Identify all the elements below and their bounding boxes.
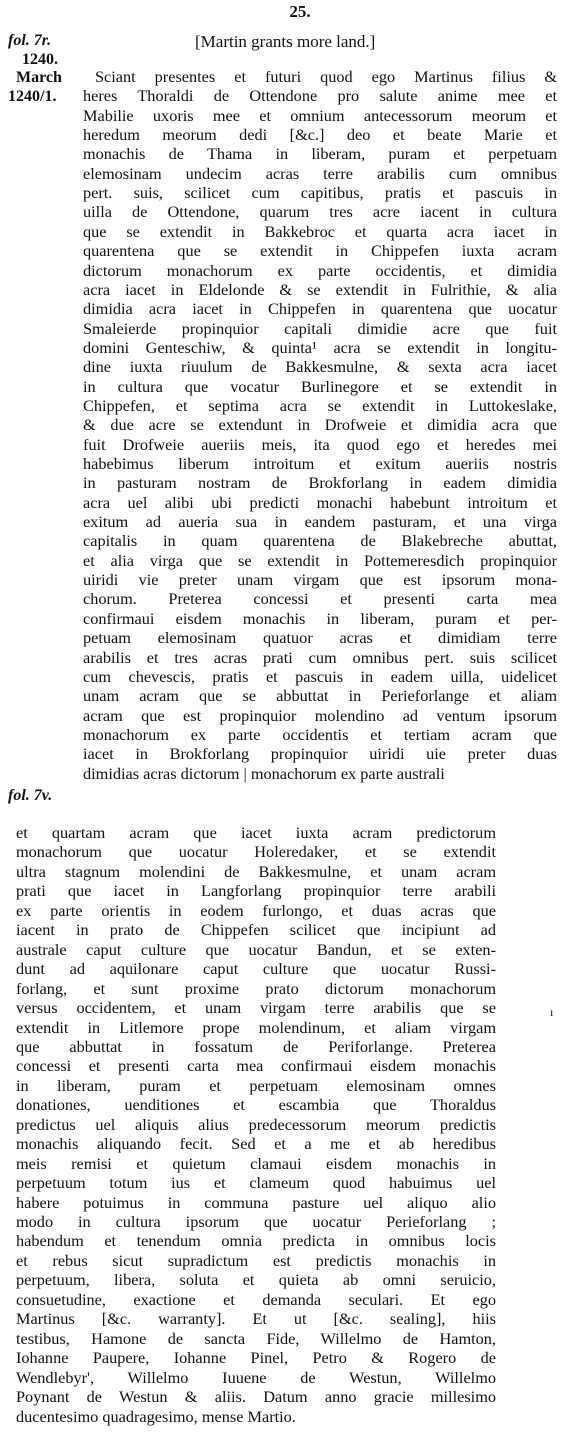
text-line: Mabilie uxoris mee et omnium antecessorum meorum et [83, 105, 557, 125]
margin-date: 1240/1. [8, 88, 57, 105]
text-line: confirmaui eisdem monachis in liberam, puram et per- [83, 608, 557, 628]
text-line: habebimus liberum introitum et exitum aueriis nostris [83, 454, 557, 473]
text-line: acra uel alibi ubi predicti monachi habebunt introitum et [83, 492, 557, 512]
text-line: monachis de Thama in liberam, puram et perpetuam [83, 144, 557, 164]
text-line: Wendlebyr', Willelmo Iuuene de Westun, Willelmo [16, 1367, 496, 1387]
text-line: Chippefen, et septima acra se extendit in Luttokeslake, [83, 395, 557, 415]
text-line: meis remisi et quietum clamaui eisdem monachis in [16, 1153, 496, 1173]
text-line: Poynant de Westun & aliis. Datum anno gracie millesimo [16, 1387, 496, 1407]
text-line: iacent in prato de Chippefen scilicet que incipiunt ad [16, 920, 496, 940]
text-line: fuit Drofweie aueriis meis, ita quod ego et heredes mei [83, 434, 557, 454]
text-line: elemosinam undecim acras terre arabilis cum omnibus [83, 163, 557, 183]
text-line: prati que iacet in Langforlang propinquior terre arabili [16, 881, 496, 901]
text-line: dunt ad aquilonare caput culture que uocatur Russi- [16, 959, 496, 979]
text-line: dictorum monachorum ex parte occidentis, et dimidia [83, 260, 557, 280]
text-line: australe caput culture que uocatur Bandun, et se exten- [16, 939, 496, 959]
text-line: Sciant presentes et futuri quod ego Martinus filius & [95, 67, 557, 86]
text-line: et quartam acram que iacet iuxta acram predictorum [16, 823, 496, 842]
text-line: et rebus sicut supradictum est predictis monachis in [16, 1250, 496, 1270]
text-line: que se extendit in Bakkebroc et quarta acra iacet in [83, 221, 557, 241]
folio-label: fol. 7v. [8, 787, 53, 804]
margin-month: March [16, 69, 62, 86]
stray-mark: ı [550, 1005, 554, 1019]
text-line: ultra stagnum molendini de Bakkesmulne, et unam acram [16, 861, 496, 881]
text-line: testibus, Hamone de sancta Fide, Willelmo de Hamton, [16, 1328, 496, 1348]
text-line: in liberam, puram et perpetuam elemosinam omnes [16, 1075, 496, 1095]
margin-folio-7v [8, 786, 52, 806]
text-line: habere potuimus in communa pasture uel aliquo alio [16, 1192, 496, 1212]
page-number: 25. [289, 2, 311, 21]
text-line: pert. suis, scilicet cum capitibus, pratis et pascuis in [83, 183, 557, 203]
text-line: forlang, et sunt proxime prato dictorum monachorum [16, 978, 496, 998]
text-line: cum chevescis, pratis et pascuis in eadem uilla, uidelicet [83, 666, 557, 686]
charter-heading: [Martin grants more land.] [195, 32, 376, 51]
text-line: concessi et presenti carta mea confirmaui eisdem monachis [16, 1056, 496, 1076]
text-line: Iohanne Paupere, Iohanne Pinel, Petro & Rogero de [16, 1348, 496, 1368]
text-line: acram que est propinquior molendino ad ventum ipsorum [83, 705, 557, 725]
text-line: arabilis et tres acras prati cum omnibus pert. suis scilicet [83, 647, 557, 667]
text-line: unam acram que se abbuttat in Perieforlange et aliam [83, 686, 557, 706]
text-line: chorum. Preterea concessi et presenti carta mea [83, 589, 557, 609]
text-line: iacet in Brokforlang propinquior uiridi uie preter duas [83, 744, 557, 764]
margin-year: 1240. [22, 51, 58, 68]
text-line: Smaleierde propinquior capitali dimidie acre que fuit [83, 318, 557, 338]
text-line: perpetuum, libera, soluta et quieta ab omni seruicio, [16, 1270, 496, 1290]
text-line: ex parte orientis in eodem furlongo, et duas acras que [16, 900, 496, 920]
text-line: domini Genteschiw, & quinta¹ acra se extendit in longitu- [83, 337, 557, 357]
folio-label: fol. 7r. [8, 32, 52, 49]
text-line: habendum et tenendum omnia predicta in omnibus locis [16, 1231, 496, 1251]
text-line: dine iuxta riuulum de Bakkesmulne, & sexta acra iacet [83, 357, 557, 377]
text-line: quarentena que se extendit in Chippefen iuxta acram [83, 241, 557, 261]
text-line: modo in cultura ipsorum que uocatur Perieforlang ; [16, 1212, 496, 1231]
text-line: ducentesimo quadragesimo, mense Martio. [16, 1406, 296, 1426]
text-line: predictus uel aliquis alius predecessorum meorum predictis [16, 1114, 496, 1134]
text-line: donationes, uenditiones et escambia que Thoraldus [16, 1095, 496, 1115]
text-line: monachorum que uocatur Holeredaker, et se extendit [16, 842, 496, 862]
text-line: et alia virga que se extendit in Pottemeresdich propinquior [83, 550, 557, 570]
text-line: acra iacet in Eldelonde & se extendit in Fulrithie, & alia [83, 279, 557, 299]
margin-folio-7r [8, 31, 51, 51]
text-line: capitalis in quam quarentena de Blakebreche abuttat, [83, 531, 557, 551]
text-line: Martinus [&c. warranty]. Et ut [&c. sealing], hiis [16, 1309, 496, 1329]
text-line: extendit in Litlemore prope molendinum, et aliam virgam [16, 1017, 496, 1037]
text-line: in pasturam nostram de Brokforlang in eadem dimidia [83, 473, 557, 493]
text-line: dimidias acras dictorum | monachorum ex parte australi [83, 763, 445, 783]
text-line: monachis aliquando fecit. Sed et a me et ab heredibus [16, 1134, 496, 1154]
text-line: uiridi vie preter unam virgam que est ipsorum mona- [83, 570, 557, 590]
text-line: consuetudine, exactione et demanda seculari. Et ego [16, 1289, 496, 1309]
text-line: in cultura que vocatur Burlinegore et se extendit in [83, 376, 557, 396]
text-line: perpetuum totum ius et clameum quod habuimus uel [16, 1173, 496, 1193]
text-line: petuam elemosinam quatuor acras et dimidiam terre [83, 628, 557, 648]
text-line: monachorum ex parte occidentis et tertiam acram que [83, 724, 557, 744]
text-line: heres Thoraldi de Ottendone pro salute anime mee et [83, 86, 557, 106]
text-line: dimidia acra iacet in Chippefen in quarentena que uocatur [83, 299, 557, 319]
text-line: heredum meorum dedi [&c.] deo et beate Marie et [83, 125, 557, 145]
text-line: exitum ad aueria sua in eandem pasturam, et una virga [83, 512, 557, 532]
text-line: que abbuttat in fossatum de Periforlange. Preterea [16, 1036, 496, 1056]
text-line: uilla de Ottendone, quarum tres acre iacent in cultura [83, 202, 557, 222]
text-line: versus occidentem, et unam virgam terre arabilis que se [16, 998, 496, 1018]
text-line: & due acre se extendunt in Drofweie et dimidia acra que [83, 415, 557, 435]
